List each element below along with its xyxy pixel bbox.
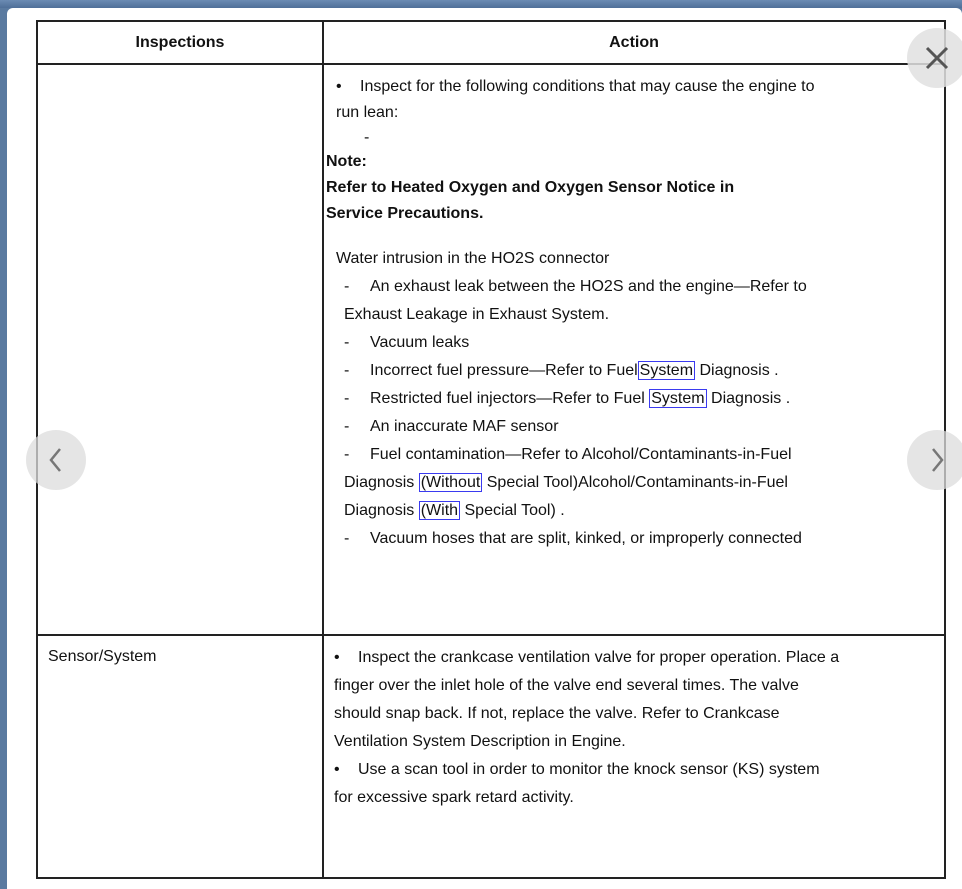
window-top-bar	[0, 0, 962, 8]
header-action: Action	[323, 21, 945, 64]
table-row	[37, 635, 945, 878]
list-item: • Inspect for the following conditions that may cause the engine to	[336, 78, 815, 95]
close-button[interactable]	[907, 28, 962, 88]
inspection-cell	[37, 64, 323, 635]
system-link[interactable]: System	[651, 390, 705, 407]
with-link[interactable]: (With	[420, 502, 459, 519]
list-item: Diagnosis (Without Special Tool)Alcohol/Contaminants-in-Fuel	[344, 474, 788, 491]
list-item: Water intrusion in the HO2S connector	[336, 250, 610, 267]
list-item: Diagnosis (With Special Tool) .	[344, 502, 565, 519]
list-item: • Use a scan tool in order to monitor the knock sensor (KS) system	[334, 761, 820, 779]
inspection-label: Sensor/System	[48, 648, 157, 666]
action-cell	[323, 64, 945, 635]
inspection-label	[38, 65, 322, 77]
list-item: • Inspect the crankcase ventilation valve for proper operation. Place a	[334, 649, 840, 667]
list-item: - Restricted fuel injectors—Refer to Fuel System Diagnosis .	[344, 390, 791, 407]
list-item: run lean:	[336, 104, 399, 121]
list-item: Ventilation System Description in Engine.	[334, 733, 626, 751]
note-text: Service Precautions.	[326, 205, 484, 222]
list-item: - Vacuum leaks	[344, 334, 470, 351]
chevron-left-icon	[46, 446, 66, 474]
note-text: Refer to Heated Oxygen and Oxygen Sensor Notice in	[326, 179, 735, 196]
list-item: for excessive spark retard activity.	[334, 789, 574, 807]
list-item: - An exhaust leak between the HO2S and the engine—Refer to	[344, 278, 807, 295]
header-inspections: Inspections	[37, 21, 323, 64]
close-icon	[922, 43, 952, 73]
list-item: should snap back. If not, replace the valve. Refer to Crankcase	[334, 705, 780, 723]
note-label: Note:	[326, 153, 367, 170]
document-viewer	[7, 8, 962, 889]
table-row	[37, 64, 945, 635]
inspection-table	[36, 20, 946, 879]
list-item: - Incorrect fuel pressure—Refer to Fuel System Diagnosis .	[344, 362, 779, 379]
chevron-right-icon	[927, 446, 947, 474]
without-link[interactable]: (Without	[420, 474, 481, 491]
inspection-cell	[37, 635, 323, 878]
list-item: finger over the inlet hole of the valve end several times. The valve	[334, 677, 799, 695]
list-item: - Fuel contamination—Refer to Alcohol/Contaminants-in-Fuel	[344, 446, 792, 463]
system-link[interactable]: System	[639, 362, 694, 379]
next-page-button[interactable]	[907, 430, 962, 490]
list-item: Exhaust Leakage in Exhaust System.	[344, 306, 610, 323]
action-cell	[323, 635, 945, 878]
list-item: - An inaccurate MAF sensor	[344, 418, 559, 435]
list-item: - Vacuum hoses that are split, kinked, or improperly connected	[344, 530, 802, 547]
dash-marker: -	[364, 129, 370, 146]
previous-page-button[interactable]	[26, 430, 86, 490]
